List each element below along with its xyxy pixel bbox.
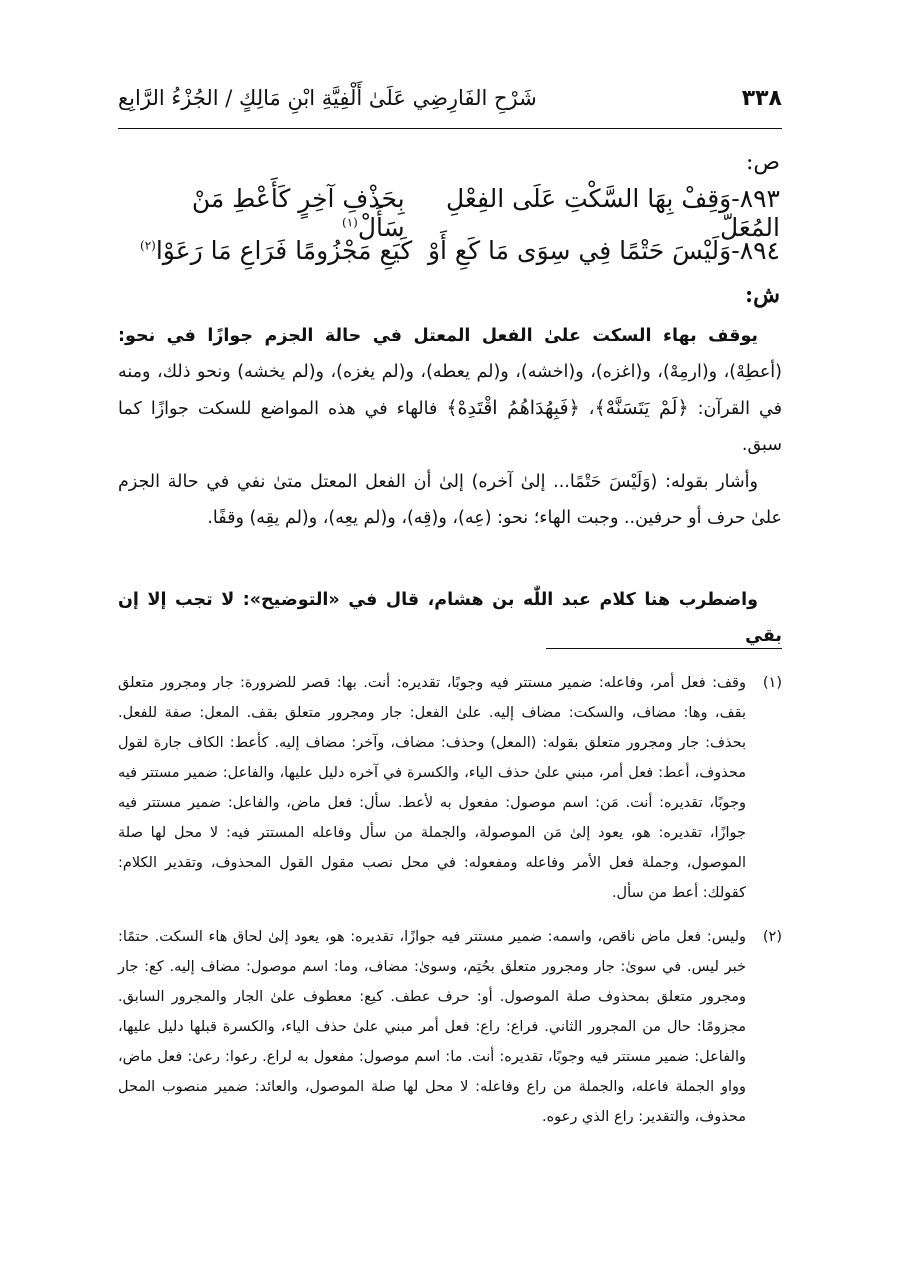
header-rule	[118, 128, 782, 129]
sad-label: ص:	[745, 150, 780, 175]
verse-893-second-hemistich: بِحَذْفِ آخِرٍ كَأَعْطِ مَنْ سَأَلْ$^{(١)}$	[191, 184, 405, 242]
footnote-mark-2: (٢)	[140, 238, 156, 253]
paragraph-1-lead: يوقف بهاء السكت علىٰ الفعل المعتل في حالة الجزم جوازًا في نحو:	[118, 326, 758, 346]
shin-label: ش:	[745, 282, 780, 308]
verse-894	[140, 236, 780, 265]
running-title: شَرْحِ الفَارِضِي عَلَىٰ أَلْفِيَّةِ ابْنِ مَالِكٍ / الجُزْءُ الرَّابِع	[118, 86, 537, 110]
footnote-2-text: وليس: فعل ماض ناقص، واسمه: ضمير مستتر فيه جوازًا، تقديره: هو، يعود إلىٰ لحاق هاء السكت. حتمًا: خبر ليس. في سوىٰ: جار ومجرور متعلق بحُتِم، وسوىٰ: مضاف، وما: اسم موصول: مضاف إليه. كع: جار ومجرور متعلق بمحذوف صلة الموصول. أو: حرف عطف. كيع: معطوف علىٰ الجار والمجرور السابق. مجزومًا: حال من المجرور الثاني. فراع: راع: فعل أمر مبني علىٰ حذف الياء، والكسرة قبلها دليل عليها، والفاعل: ضمير مستتر فيه وجوبًا، تقديره: أنت. ما: اسم موصول: مفعول به لراع. رعوا: رعىٰ: فعل ماض، وواو الجملة فاعله، والجملة من راع وفاعله: لا محل لها صلة الموصول، والعائد: ضمير منصوب المحل محذوف، والتقدير: راع الذي رعوه.	[118, 929, 746, 1125]
commentary-paragraph-3: واضطرب هنا كلام عبد اللّٰه بن هشام، قال في «التوضيح»: لا تجب إلا إن بقي	[118, 590, 782, 646]
quran-separator: ،	[588, 399, 595, 419]
footnote-2-number: (٢)	[762, 929, 782, 945]
footnote-separator	[546, 648, 782, 649]
verse-893	[140, 184, 780, 242]
footnote-1-text: وقف: فعل أمر، وفاعله: ضمير مستتر فيه وجوبًا، تقديره: أنت. بها: قصر للضرورة: جار ومجرور متعلق بقف، وها: مضاف، والسكت: مضاف إليه. علىٰ الفعل: جار ومجرور متعلق بقف. المعل: صفة للفعل. بحذف: جار ومجرور متعلق بقوله: (المعل) وحذف: مضاف، وآخر: مضاف إليه. كأعط: الكاف جارة لقول محذوف، أعط: فعل أمر، مبني علىٰ حذف الياء، والكسرة في آخره دليل عليها، والفاعل: ضمير مستتر فيه وجوبًا، تقديره: أنت. مَن: اسم موصول: مفعول به لأعط. سأل: فعل ماض، والفاعل: ضمير مستتر فيه جوازًا، تقديره: هو، يعود إلىٰ مَن الموصولة، والجملة من سأل وفاعله المستتر فيه: لا محل لها صلة الموصول، وجملة فعل الأمر وفاعله ومفعوله: في محل نصب مقول القول المحذوف، وتقدير الكلام: كقولك: أعط من سأل.	[118, 675, 746, 901]
footnote-2	[118, 922, 782, 1132]
quran-quote-1: ﴿لَمْ يَتَسَنَّهْ﴾	[594, 397, 689, 419]
footnote-mark-1: (١)	[342, 215, 358, 230]
verse-894-first-hemistich: ٨٩٤-وَلَيْسَ حَتْمًا فِي سِوَى مَا كَعِ أَوْ	[427, 236, 780, 265]
page-number: ٣٣٨	[741, 85, 782, 111]
commentary-paragraph-2: وأشار بقوله: (وَلَيْسَ حَتْمًا... إلىٰ آخره) إلىٰ أن الفعل المعتل متىٰ نفي في حالة الجزم علىٰ حرف أو حرفين.. وجبت الهاء؛ نحو: (عِه)، و(قِه)، و(لم يعِه)، و(لم يقِه) وقفًا.	[118, 472, 782, 528]
quran-quote-2: ﴿فَبِهُدَاهُمُ اقْتَدِهْ﴾	[446, 397, 580, 419]
commentary-paragraph-1	[118, 318, 782, 463]
verse-894-second-hemistich: كَيَعِ مَجْزُومًا فَرَاعِ مَا رَعَوْا$^{(٢)}$	[140, 236, 413, 265]
paragraph-1-text: (أعطِهْ)، و(ارمِهْ)، و(اغزه)، و(اخشه)، و(لم يعطه)، و(لم يغزه)، و(لم يخشه) ونحو ذلك، ومنه في القرآن:	[118, 362, 782, 419]
verse-893-first-hemistich: ٨٩٣-وَقِفْ بِهَا السَّكْتِ عَلَى الفِعْلِ المُعَلّ	[446, 184, 780, 242]
paragraph-1-conclusion: فالهاء في هذه المواضع للسكت جوازًا كما سبق.	[118, 399, 782, 455]
footnote-1-number: (١)	[762, 675, 782, 691]
footnote-1	[118, 668, 782, 908]
page-header	[118, 78, 782, 118]
